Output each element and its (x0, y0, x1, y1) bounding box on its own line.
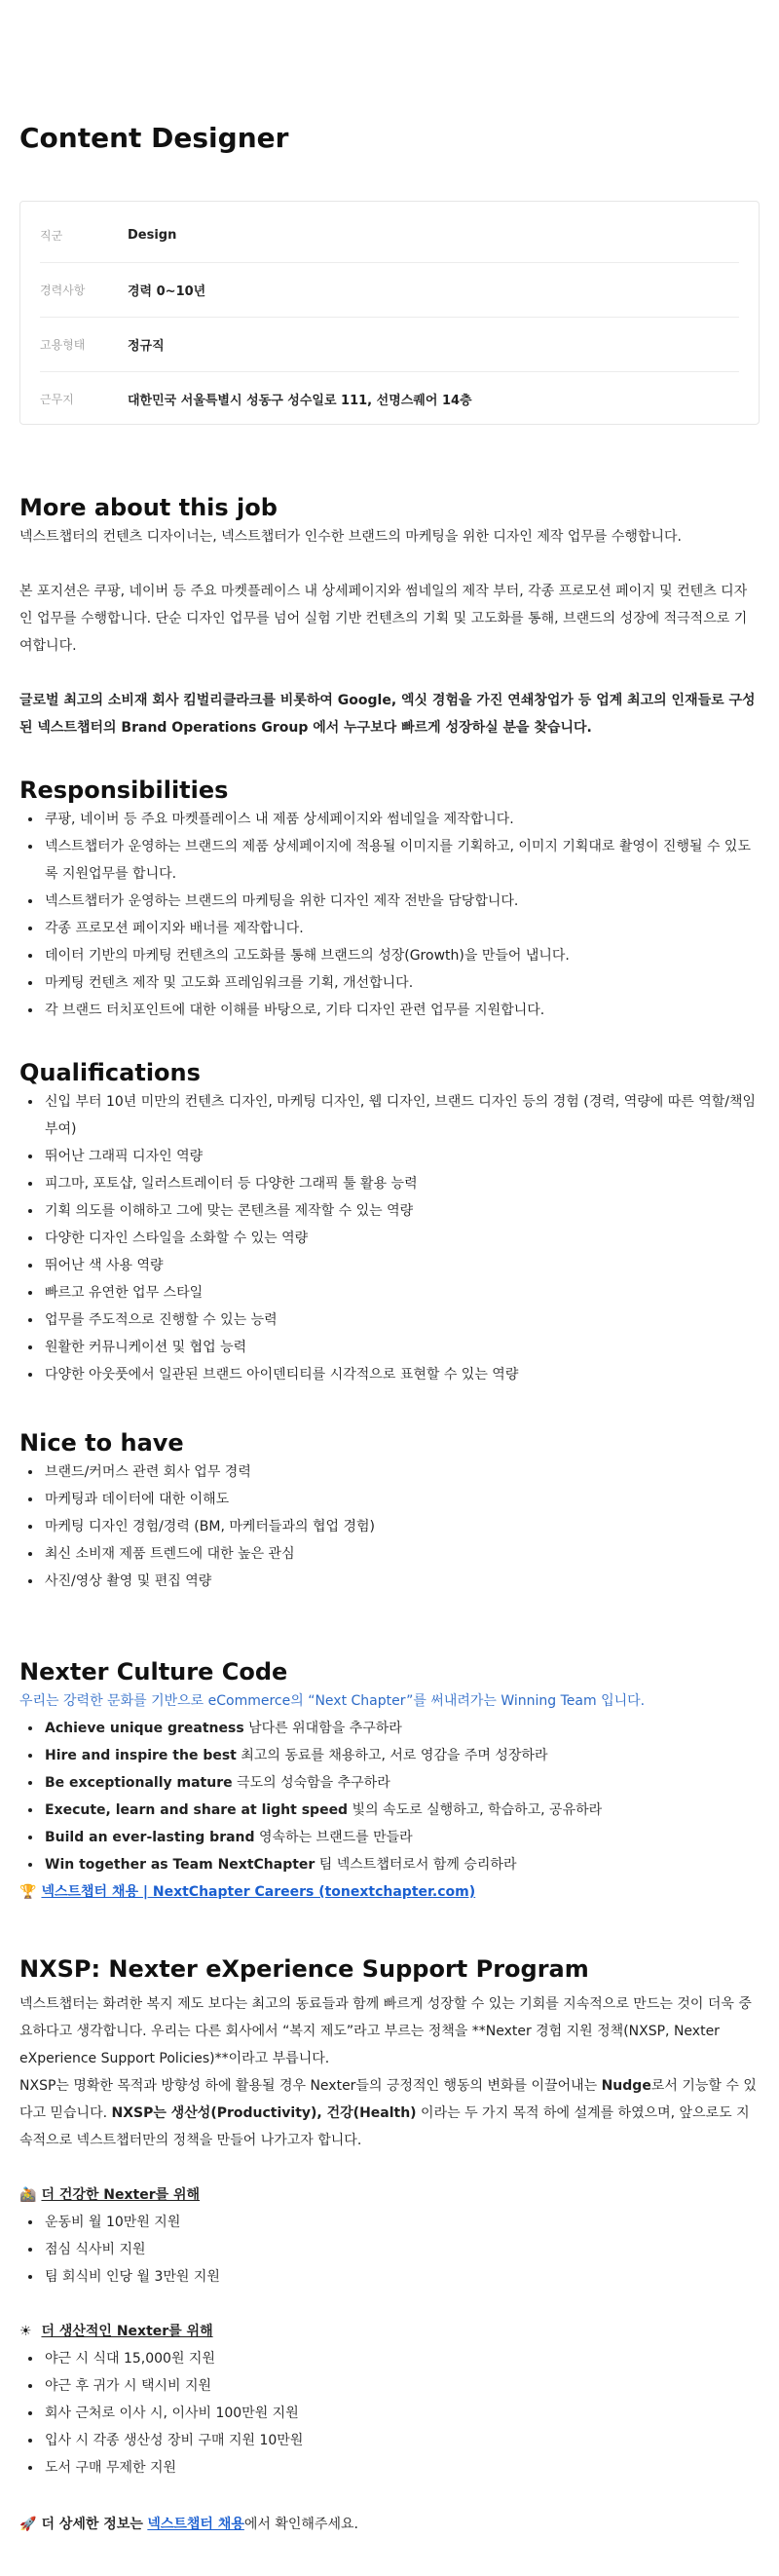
list-item: • 마케팅 디자인 경험/경력 (BM, 마케터들과의 협업 경험) (43, 1513, 760, 1540)
list-item (43, 1715, 760, 1742)
responsibilities-list (19, 806, 760, 1024)
list-item (43, 1851, 760, 1878)
text-fragment: 로서 기능할 수 있다고 믿습니다. (19, 2078, 757, 2121)
culture-section (19, 1656, 760, 1906)
info-value: Design (128, 228, 177, 243)
list-item: • 넥스트챕터가 운영하는 브랜드의 제품 상세페이지에 적용될 이미지를 기획하고, 이미지 기획대로 촬영이 진행될 수 있도록 지원업무를 합니다. (43, 833, 760, 888)
list-item: • 뛰어난 그래픽 디자인 역량 (43, 1143, 760, 1170)
list-item: • 마케팅 컨텐츠 제작 및 고도화 프레임워크를 기획, 개선합니다. (43, 969, 760, 997)
careers-link-line (19, 1878, 760, 1906)
text-fragment-bold: Nudge (601, 2078, 651, 2094)
sun-icon: ☀ (19, 2324, 32, 2339)
culture-heading: Nexter Culture Code (19, 1658, 288, 1686)
nxsp-paragraph-2 (19, 2072, 760, 2154)
list-item: • 각종 프로모션 페이지와 배너를 제작합니다. (43, 915, 760, 942)
list-item: • 야근 후 귀가 시 택시비 지원 (43, 2372, 760, 2400)
list-item: • 점심 식사비 지원 (43, 2236, 760, 2263)
responsibilities-heading: Responsibilities (19, 777, 229, 804)
list-item (43, 1769, 760, 1797)
info-row-employment (40, 318, 739, 372)
qualifications-list (19, 1088, 760, 1388)
info-row-experience (40, 263, 739, 318)
about-paragraph-1: 넥스트챕터의 컨텐츠 디자이너는, 넥스트챕터가 인수한 브랜드의 마케팅을 위한 디자인 제작 업무를 수행합니다. (19, 529, 682, 545)
health-benefits-list (19, 2209, 760, 2291)
culture-code-name: Hire and inspire the best (45, 1748, 237, 1763)
text-fragment-bold: NXSP는 생산성(Productivity), 건강(Health) (111, 2105, 417, 2121)
list-item: • 운동비 월 10만원 지원 (43, 2209, 760, 2236)
list-item: • 쿠팡, 네이버 등 주요 마켓플레이스 내 제품 상세페이지와 썸네일을 제작합니다. (43, 806, 760, 833)
list-item: • 빠르고 유연한 업무 스타일 (43, 1279, 760, 1307)
culture-code-desc: 영속하는 브랜드를 만들라 (254, 1830, 413, 1845)
about-paragraph-2: 본 포지션은 쿠팡, 네이버 등 주요 마켓플레이스 내 상세페이지와 썸네일의 제작 부터, 각종 프로모션 페이지 및 컨텐츠 디자인 업무를 수행합니다. 단순 디자인 업무를 넘어 실험 기반 컨텐츠의 기획 및 고도화를 통해, 브랜드의 성장에 적극적으로 기여합니다. (19, 584, 748, 654)
nice-to-have-list (19, 1458, 760, 1595)
info-row-category (40, 208, 739, 263)
info-label: 근무지 (40, 393, 74, 406)
nice-to-have-section (19, 1427, 760, 1595)
list-item: • 입사 시 각종 생산성 장비 구매 지원 10만원 (43, 2427, 760, 2454)
list-item (43, 1742, 760, 1769)
footer-section (19, 2511, 760, 2538)
list-item: • 브랜드/커머스 관련 회사 업무 경력 (43, 1458, 760, 1486)
info-label: 직군 (40, 229, 63, 243)
job-info-card (19, 201, 760, 425)
productivity-subheading: 더 생산적인 Nexter를 위해 (41, 2324, 213, 2339)
culture-code-desc: 최고의 동료를 채용하고, 서로 영감을 주며 성장하라 (236, 1748, 548, 1763)
health-subheading-line (19, 2181, 760, 2209)
info-row-location (40, 372, 739, 426)
list-item: • 사진/영상 촬영 및 편집 역량 (43, 1568, 760, 1595)
footer-bold: 더 상세한 정보는 (41, 2517, 143, 2532)
culture-code-name: Build an ever-lasting brand (45, 1830, 255, 1845)
nxsp-heading: NXSP: Nexter eXperience Support Program (19, 1955, 589, 1983)
rocket-icon: 🚀 (19, 2517, 37, 2532)
list-item: • 야근 시 식대 15,000원 지원 (43, 2345, 760, 2372)
info-label: 고용형태 (40, 338, 86, 352)
list-item: • 다양한 디자인 스타일을 소화할 수 있는 역량 (43, 1225, 760, 1252)
list-item: • 뛰어난 색 사용 역량 (43, 1252, 760, 1279)
culture-code-name: Achieve unique greatness (45, 1721, 244, 1736)
productivity-benefits-list (19, 2345, 760, 2481)
about-section (19, 492, 760, 741)
list-item: • 회사 근처로 이사 시, 이사비 100만원 지원 (43, 2400, 760, 2427)
bike-icon: 🚵 (19, 2187, 37, 2203)
info-value: 정규직 (128, 339, 165, 354)
qualifications-heading: Qualifications (19, 1059, 201, 1086)
about-heading: More about this job (19, 494, 278, 521)
responsibilities-section (19, 775, 760, 1024)
culture-code-desc: 남다른 위대함을 추구하라 (243, 1721, 402, 1736)
list-item: • 각 브랜드 터치포인트에 대한 이해를 바탕으로, 기타 디자인 관련 업무를 지원합니다. (43, 997, 760, 1024)
list-item: • 넥스트챕터가 운영하는 브랜드의 마케팅을 위한 디자인 제작 전반을 담당합니다. (43, 888, 760, 915)
list-item: • 도서 구매 무제한 지원 (43, 2454, 760, 2481)
culture-code-name: Execute, learn and share at light speed (45, 1802, 349, 1818)
info-value: 경력 0~10년 (128, 284, 206, 299)
footer-line (19, 2511, 760, 2538)
careers-link[interactable]: 넥스트챕터 채용 | NextChapter Careers (tonextchapter.com) (41, 1884, 476, 1900)
culture-code-name: Be exceptionally mature (45, 1775, 233, 1791)
qualifications-section (19, 1057, 760, 1388)
nxsp-section (19, 1953, 760, 2481)
list-item (43, 1797, 760, 1824)
list-item: • 다양한 아웃풋에서 일관된 브랜드 아이덴티티를 시각적으로 표현할 수 있는 역량 (43, 1361, 760, 1388)
culture-list (19, 1715, 760, 1878)
culture-code-name: Win together as Team NextChapter (45, 1857, 315, 1873)
about-paragraph-3: 글로벌 최고의 소비재 회사 킴벌리클라크를 비롯하여 Google, 엑싯 경험을 가진 연쇄창업가 등 업계 최고의 인재들로 구성된 넥스트챕터의 Brand Operations Group 에서 누구보다 빠르게 성장하실 분을 찾습니다. (19, 693, 756, 736)
info-label: 경력사항 (40, 284, 86, 297)
trophy-icon: 🏆 (19, 1884, 37, 1900)
footer-careers-link[interactable]: 넥스트챕터 채용 (147, 2517, 244, 2532)
info-value: 대한민국 서울특별시 성동구 성수일로 111, 선명스퀘어 14층 (128, 394, 472, 408)
page-title: Content Designer (19, 122, 289, 154)
list-item: • 기획 의도를 이해하고 그에 맞는 콘텐츠를 제작할 수 있는 역량 (43, 1197, 760, 1225)
list-item: • 업무를 주도적으로 진행할 수 있는 능력 (43, 1307, 760, 1334)
list-item: • 신입 부터 10년 미만의 컨텐츠 디자인, 마케팅 디자인, 웹 디자인, 브랜드 디자인 등의 경험 (경력, 역량에 따른 역할/책임 부여) (43, 1088, 760, 1143)
text-fragment: 이라는 두 가지 목적 하에 설계를 하였으며, 앞으로도 지속적으로 넥스트챕터만의 정책을 만들어 나가고자 합니다. (19, 2105, 750, 2148)
list-item: • 피그마, 포토샵, 일러스트레이터 등 다양한 그래픽 툴 활용 능력 (43, 1170, 760, 1197)
nice-to-have-heading: Nice to have (19, 1429, 184, 1457)
nxsp-paragraph-1: 넥스트챕터는 화려한 복지 제도 보다는 최고의 동료들과 함께 빠르게 성장할 수 있는 기회를 지속적으로 만드는 것이 더욱 중요하다고 생각합니다. 우리는 다른 회사에서 “복지 제도”라고 부르는 정책을 **Nexter 경험 지원 정책(NXSP, Nexter eXperience Support Policies)**이라고 부릅니다. (19, 1996, 752, 2066)
culture-code-desc: 빛의 속도로 실행하고, 학습하고, 공유하라 (348, 1802, 603, 1818)
text-fragment: NXSP는 명확한 목적과 방향성 하에 활용될 경우 Nexter들의 긍정적인 행동의 변화를 이끌어내는 (19, 2078, 602, 2094)
list-item: • 마케팅과 데이터에 대한 이해도 (43, 1486, 760, 1513)
culture-intro: 우리는 강력한 문화를 기반으로 eCommerce의 “Next Chapter”를 써내려가는 Winning Team 입니다. (19, 1693, 646, 1709)
health-subheading: 더 건강한 Nexter를 위해 (41, 2187, 201, 2203)
list-item: • 데이터 기반의 마케팅 컨텐츠의 고도화를 통해 브랜드의 성장(Growth)을 만들어 냅니다. (43, 942, 760, 969)
productivity-subheading-line (19, 2318, 760, 2345)
list-item: • 최신 소비재 제품 트렌드에 대한 높은 관심 (43, 1540, 760, 1568)
list-item: • 팀 회식비 인당 월 3만원 지원 (43, 2263, 760, 2291)
footer-rest: 에서 확인해주세요. (243, 2517, 358, 2532)
list-item (43, 1824, 760, 1851)
list-item: • 원활한 커뮤니케이션 및 협업 능력 (43, 1334, 760, 1361)
culture-code-desc: 극도의 성숙함을 추구하라 (232, 1775, 390, 1791)
culture-code-desc: 팀 넥스트챕터로서 함께 승리하라 (315, 1857, 517, 1873)
